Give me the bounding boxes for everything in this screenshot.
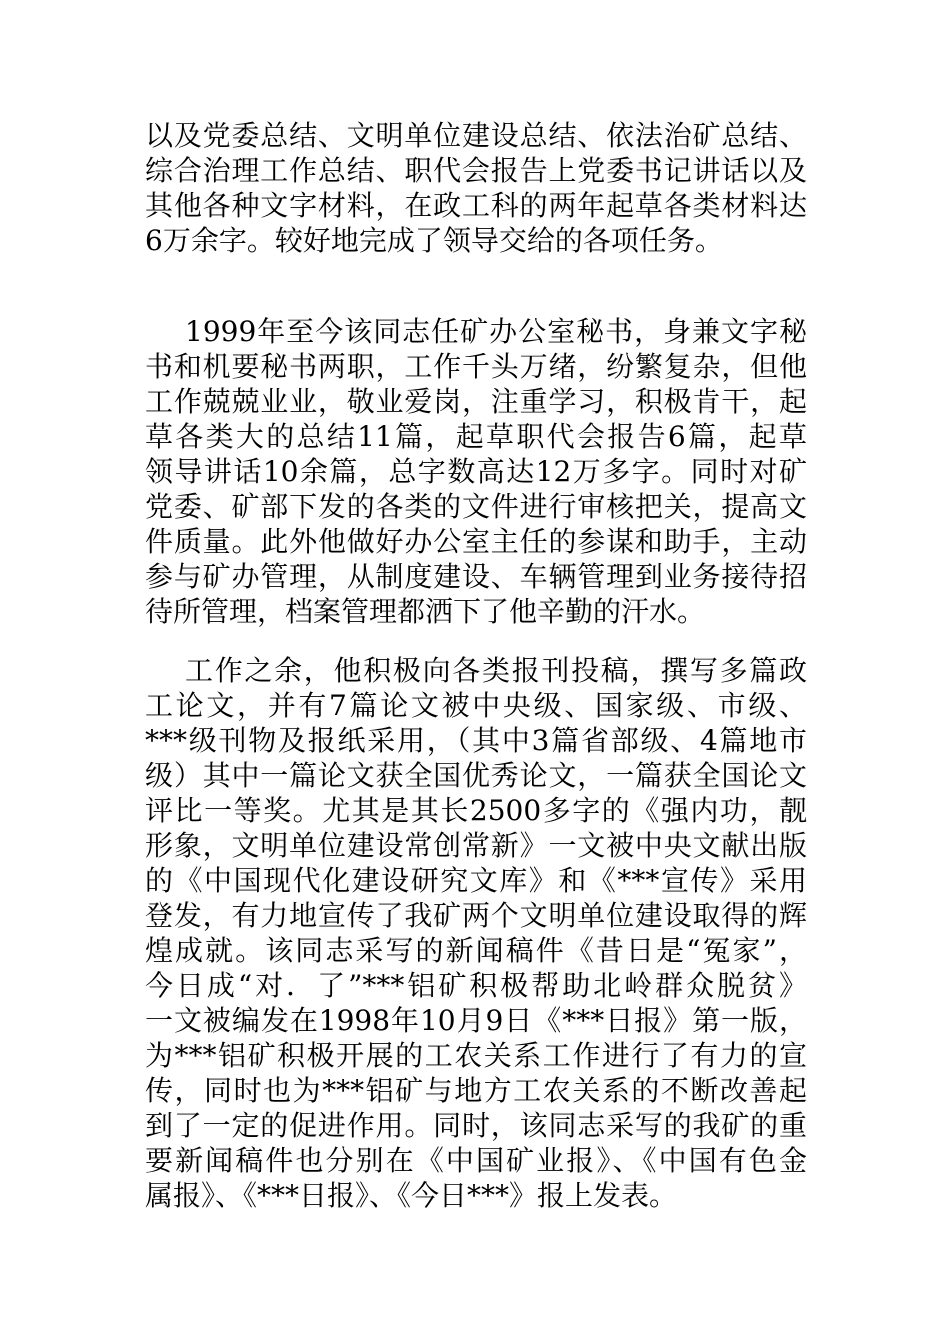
paragraph-line: 件质量。此外他做好办公室主任的参谋和助手，主动 bbox=[145, 525, 807, 558]
paragraph-line: 今日成“对．了”***铝矿积极帮助北岭群众脱贫》 bbox=[145, 969, 807, 1002]
paragraph-line: 要新闻稿件也分别在《中国矿业报》、《中国有色金 bbox=[145, 1144, 807, 1177]
paragraph-3 bbox=[145, 653, 807, 1213]
paragraph-line: 到了一定的促进作用。同时，该同志采写的我矿的重 bbox=[145, 1109, 807, 1142]
paragraph-line: 以及党委总结、文明单位建设总结、依法治矿总结、 bbox=[145, 119, 807, 152]
paragraph-line: 其他各种文字材料，在政工科的两年起草各类材料达 bbox=[145, 189, 807, 222]
paragraph-line: 为***铝矿积极开展的工农关系工作进行了有力的宣 bbox=[145, 1039, 807, 1072]
paragraph-line: 属报》、《***日报》、《今日***》报上发表。 bbox=[145, 1179, 678, 1212]
paragraph-2 bbox=[145, 314, 807, 629]
paragraph-1 bbox=[145, 118, 807, 258]
paragraph-line: 党委、矿部下发的各类的文件进行审核把关，提高文 bbox=[145, 490, 807, 523]
paragraph-line: 评比一等奖。尤其是其长2500多字的《强内功，靓 bbox=[145, 794, 807, 827]
paragraph-line: 的《中国现代化建设研究文库》和《***宣传》采用 bbox=[145, 864, 807, 897]
paragraph-line: 1999年至今该同志任矿办公室秘书，身兼文字秘 bbox=[185, 315, 807, 348]
paragraph-line: 书和机要秘书两职，工作千头万绪，纷繁复杂，但他 bbox=[145, 350, 807, 383]
paragraph-line: 工论文，并有7篇论文被中央级、国家级、市级、 bbox=[145, 689, 807, 722]
paragraph-line: 工作之余，他积极向各类报刊投稿，撰写多篇政 bbox=[185, 654, 807, 687]
paragraph-line: 级）其中一篇论文获全国优秀论文，一篇获全国论文 bbox=[145, 759, 807, 792]
paragraph-line: 登发，有力地宣传了我矿两个文明单位建设取得的辉 bbox=[145, 899, 807, 932]
paragraph-line: 传，同时也为***铝矿与地方工农关系的不断改善起 bbox=[145, 1074, 807, 1107]
paragraph-line: 一文被编发在1998年10月9日《***日报》第一版， bbox=[145, 1004, 807, 1037]
paragraph-line: 待所管理，档案管理都洒下了他辛勤的汗水。 bbox=[145, 595, 706, 628]
paragraph-line: 领导讲话10余篇，总字数高达12万多字。同时对矿 bbox=[145, 455, 807, 488]
paragraph-line: 6万余字。较好地完成了领导交给的各项任务。 bbox=[145, 224, 723, 257]
paragraph-line: 草各类大的总结11篇，起草职代会报告6篇，起草 bbox=[145, 420, 807, 453]
paragraph-line: 工作兢兢业业，敬业爱岗，注重学习，积极肯干，起 bbox=[145, 385, 807, 418]
paragraph-line: 综合治理工作总结、职代会报告上党委书记讲话以及 bbox=[145, 154, 807, 187]
paragraph-line: 煌成就。该同志采写的新闻稿件《昔日是“冤家”， bbox=[145, 934, 807, 967]
paragraph-line: 形象，文明单位建设常创常新》一文被中央文献出版 bbox=[145, 829, 807, 862]
paragraph-line: ***级刊物及报纸采用，（其中3篇省部级、4篇地市 bbox=[145, 724, 807, 757]
paragraph-line: 参与矿办管理，从制度建设、车辆管理到业务接待招 bbox=[145, 560, 807, 593]
